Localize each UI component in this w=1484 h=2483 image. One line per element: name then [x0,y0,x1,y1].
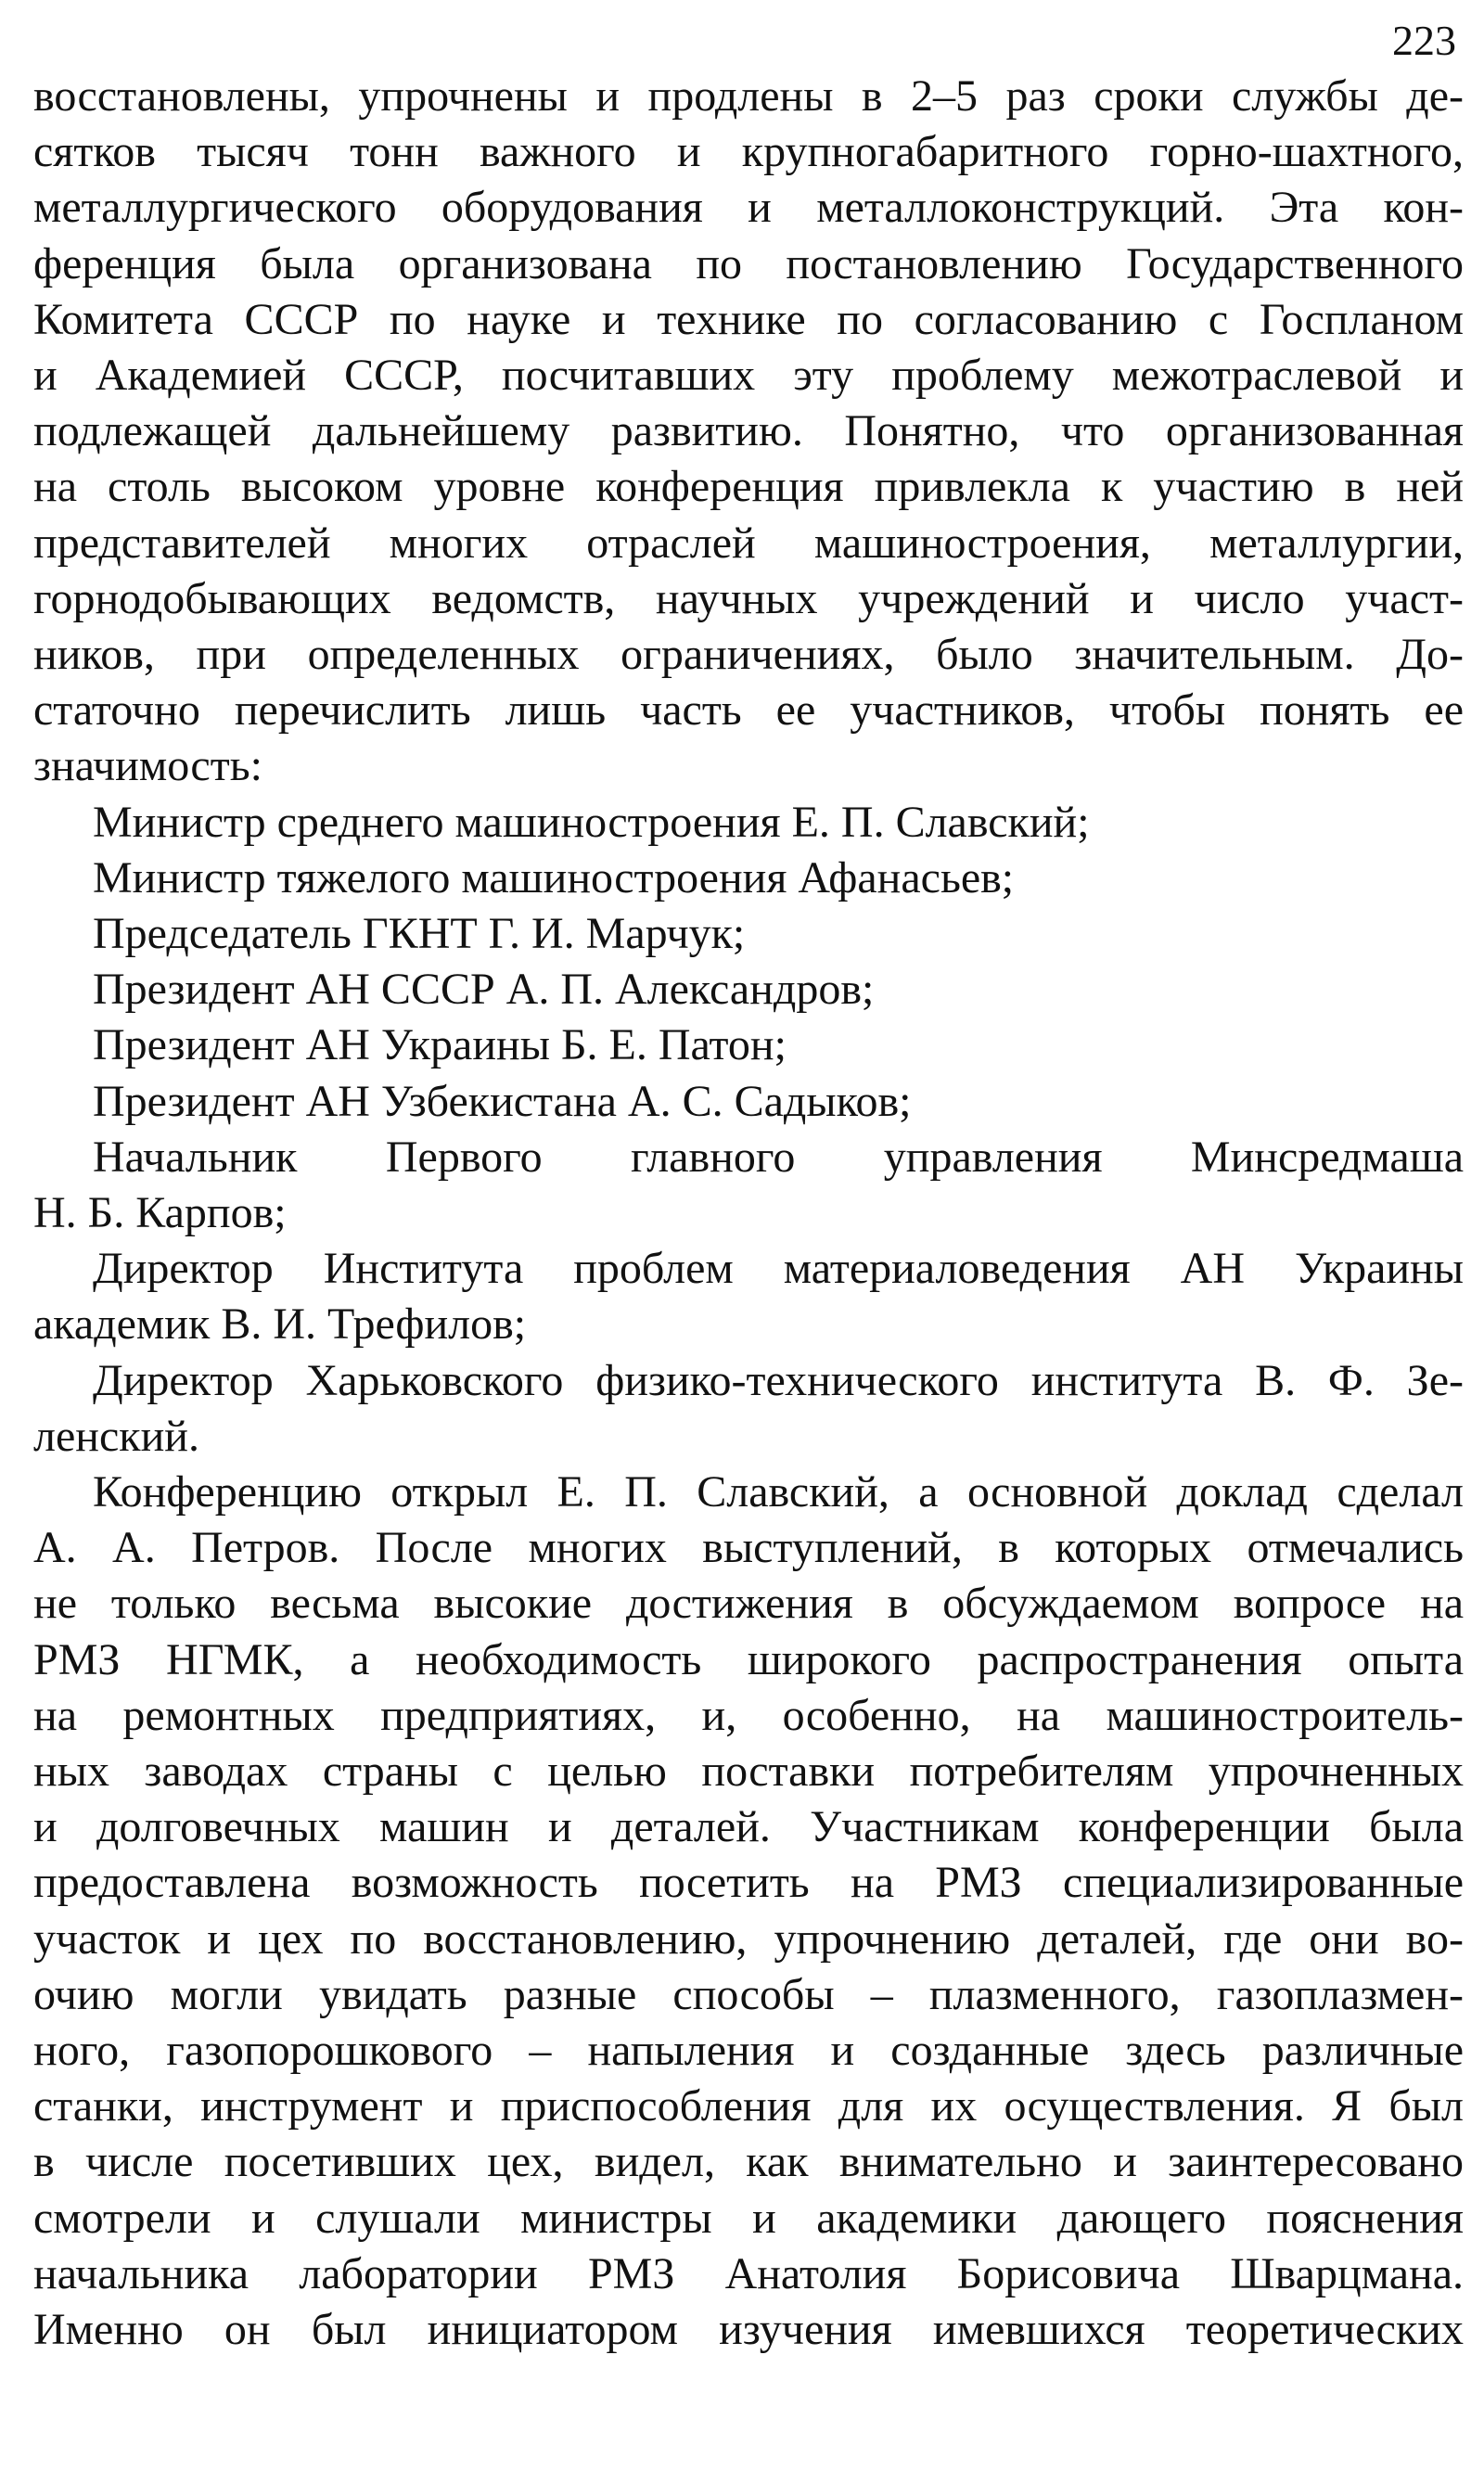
text-line: Начальник Первого главного управления Минсредмаша [93,1133,1464,1182]
text-line: предоставлена возможность посетить на РМЗ специализированные [33,1858,1464,1907]
text-line: Министр тяжелого машиностроения Афанасьев; [93,853,1015,902]
text-line: ференция была организована по постановлению Государственного [33,239,1464,288]
text-line: металлургического оборудования и металлоконструкций. Эта кон- [33,183,1464,232]
text-line: на столь высоком уровне конференция привлекла к участию в ней [33,462,1464,511]
text-line: Министр среднего машиностроения Е. П. Славский; [93,798,1090,847]
text-line: участок и цех по восстановлению, упрочнению деталей, где они во- [33,1914,1464,1964]
text-line: Директор Института проблем материаловедения АН Украины [93,1244,1464,1293]
text-line: РМЗ НГМК, а необходимость широкого распространения опыта [33,1635,1464,1684]
text-line: Директор Харьковского физико-технического института В. Ф. Зе- [93,1356,1464,1405]
text-line: Президент АН СССР А. П. Александров; [93,965,875,1014]
text-line: восстановлены, упрочнены и продлены в 2–5 раз сроки службы де- [33,71,1464,121]
text-line: представителей многих отраслей машиностроения, металлургии, [33,518,1464,568]
text-line: начальника лаборатории РМЗ Анатолия Борисовича Шварцмана. [33,2249,1464,2298]
text-line: ных заводах страны с целью поставки потребителям упрочненных [33,1747,1464,1796]
text-line: смотрели и слушали министры и академики дающего пояснения [33,2194,1464,2243]
text-line: сятков тысяч тонн важного и крупногабаритного горно-шахтного, [33,127,1464,176]
text-line: подлежащей дальнейшему развитию. Понятно, что организованная [33,406,1464,455]
text-line: статочно перечислить лишь часть ее участников, чтобы понять ее [33,685,1464,735]
text-line: на ремонтных предприятиях, и, особенно, на машиностроитель- [33,1691,1464,1740]
text-line: Н. Б. Карпов; [33,1188,287,1237]
text-line: Председатель ГКНТ Г. И. Марчук; [93,909,746,958]
text-line: Президент АН Украины Б. Е. Патон; [93,1020,787,1069]
text-line: в числе посетивших цех, видел, как внимательно и заинтересовано [33,2137,1464,2186]
text-line: не только весьма высокие достижения в обсуждаемом вопросе на [33,1579,1464,1628]
text-line: станки, инструмент и приспособления для их осуществления. Я был [33,2081,1464,2131]
text-line: Комитета СССР по науке и технике по согласованию с Госпланом [33,295,1464,344]
text-line: Именно он был инициатором изучения имевшихся теоретических [33,2305,1464,2354]
text-line: и Академией СССР, посчитавших эту проблему межотраслевой и [33,351,1464,400]
text-line: Конференцию открыл Е. П. Славский, а основной доклад сделал [93,1467,1464,1517]
text-line: значимость: [33,741,262,790]
text-line: А. А. Петров. После многих выступлений, в которых отмечались [33,1523,1464,1572]
page-number: 223 [1392,17,1456,64]
text-line: академик В. И. Трефилов; [33,1299,527,1349]
text-line: ного, газопорошкового – напыления и созданные здесь различные [33,2026,1464,2075]
text-line: и долговечных машин и деталей. Участникам конференции была [33,1802,1464,1851]
text-line: горнодобывающих ведомств, научных учреждений и число участ- [33,574,1464,623]
text-line: ников, при определенных ограничениях, было значительным. До- [33,630,1464,679]
text-line: Президент АН Узбекистана А. С. Садыков; [93,1077,912,1126]
text-line: очию могли увидать разные способы – плазменного, газоплазмен- [33,1970,1464,2019]
text-line: ленский. [33,1412,199,1461]
